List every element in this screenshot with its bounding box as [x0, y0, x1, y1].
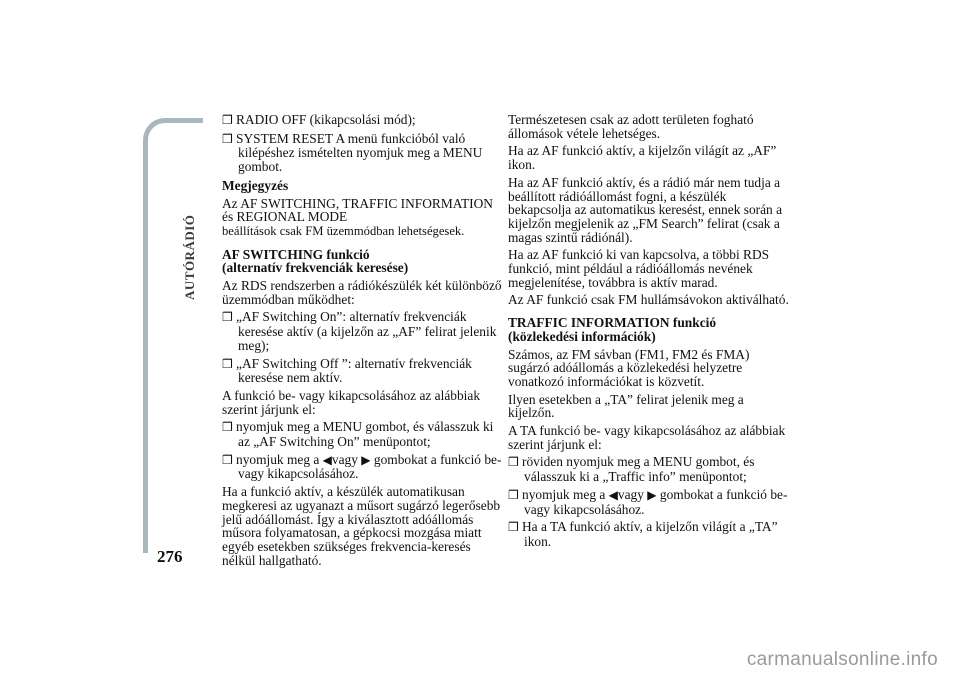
note-heading: Megjegyzés — [222, 177, 289, 193]
traffic-information-heading: TRAFFIC INFORMATION funkció (közlekedési információk) — [508, 315, 717, 344]
watermark: carmanualsonline.info — [746, 649, 938, 670]
checkbox-bullet-icon: ❒ — [222, 113, 233, 127]
page-number: 276 — [157, 547, 183, 566]
paragraph: Természetesen csak az adott területen fogható állomások vétele lehetséges. — [508, 112, 754, 141]
list-item: ❒ nyomjuk meg a MENU gombot, és válasszuk ki az „AF Switching On” menüpontot; — [222, 419, 494, 450]
paragraph: A funkció be- vagy kikapcsolásához az alábbiak szerint járjunk el: — [222, 387, 481, 417]
list-item: ❒ SYSTEM RESET A menü funkcióból való kilépéshez ismételten nyomjuk meg a MENU gombot. — [222, 130, 483, 175]
left-column — [222, 113, 502, 571]
paragraph: Ha az AF funkció ki van kapcsolva, a többi RDS funkció, mint például a rádióállomás nevének megjelenítése, továbbra is aktív marad. — [508, 247, 770, 290]
left-arrow-icon: ◀ — [608, 487, 618, 502]
checkbox-bullet-icon: ❒ — [222, 131, 233, 146]
paragraph: Ha az AF funkció aktív, a kijelzőn világít az „AF” ikon. — [508, 143, 777, 173]
checkbox-bullet-icon: ❒ — [508, 455, 519, 470]
left-arrow-icon: ◀ — [322, 452, 332, 467]
list-item: ❒ „AF Switching On”: alternatív frekvenciák keresése aktív (a kijelzőn az „AF” felirat jelenik meg); — [222, 309, 497, 353]
list-item: ❒ RADIO OFF (kikapcsolási mód); — [222, 112, 416, 127]
right-arrow-icon: ▶ — [647, 487, 657, 502]
paragraph: Az RDS rendszerben a rádiókészülék két különböző üzemmódban működhet: — [222, 278, 502, 307]
checkbox-bullet-icon: ❒ — [508, 487, 519, 502]
paragraph: Ha az AF funkció aktív, és a rádió már nem tudja a beállított rádióállomást fogni, a készülék bekapcsolja az automatikus keresést, ennek során a kijelzőn megjelenik az „FM Search” felirat (csak a magas szintű rádiónál). — [508, 174, 783, 245]
af-switching-heading: AF SWITCHING funkció (alternatív frekvenciák keresése) — [222, 246, 409, 276]
section-label: AUTÓRÁDIÓ — [182, 214, 197, 300]
list-item: ❒ nyomjuk meg a ◀vagy ▶ gombokat a funkció be- vagy kikapcsolásához. — [222, 451, 502, 482]
paragraph: Számos, az FM sávban (FM1, FM2 és FMA) sugárzó adóállomás a közlekedési helyzetre vonatkozó információkat is közvetít. — [508, 346, 750, 389]
paragraph: Az AF funkció csak FM hullámsávokon aktiválható. — [508, 292, 789, 308]
list-item: ❒ nyomjuk meg a ◀vagy ▶ gombokat a funkció be- vagy kikapcsolásához. — [508, 486, 788, 517]
checkbox-bullet-icon: ❒ — [222, 420, 233, 435]
list-item: ❒ röviden nyomjuk meg a MENU gombot, és válasszuk ki a „Traffic info” menüpontot; — [508, 454, 755, 485]
right-column — [508, 113, 790, 553]
right-arrow-icon: ▶ — [361, 452, 371, 467]
list-item: ❒ Ha a TA funkció aktív, a kijelzőn világít a „TA” ikon. — [508, 519, 778, 549]
checkbox-bullet-icon: ❒ — [222, 452, 233, 467]
paragraph: A TA funkció be- vagy kikapcsolásához az alábbiak szerint járjunk el: — [508, 423, 786, 452]
paragraph: Ilyen esetekben a „TA” felirat jelenik meg a kijelzőn. — [508, 391, 744, 421]
checkbox-bullet-icon: ❒ — [222, 310, 233, 325]
paragraph: Ha a funkció aktív, a készülék automatikusan megkeresi az ugyanazt a műsort sugárzó legerősebb jelű adóállomást. Így a kiválasztott adóállomás műsora folyamatosan, a gépkocsi mozgása miatt egyéb esetekben szükséges frekvencia-keresés nélkül hallgatható. — [222, 484, 501, 568]
checkbox-bullet-icon: ❒ — [222, 356, 233, 371]
note-text: Az AF SWITCHING, TRAFFIC INFORMATION és REGIONAL MODE beállítások csak FM üzemmódban lehetségesek. — [222, 195, 493, 238]
checkbox-bullet-icon: ❒ — [508, 520, 519, 535]
list-item: ❒ „AF Switching Off ”: alternatív frekvenciák keresése nem aktív. — [222, 355, 472, 386]
